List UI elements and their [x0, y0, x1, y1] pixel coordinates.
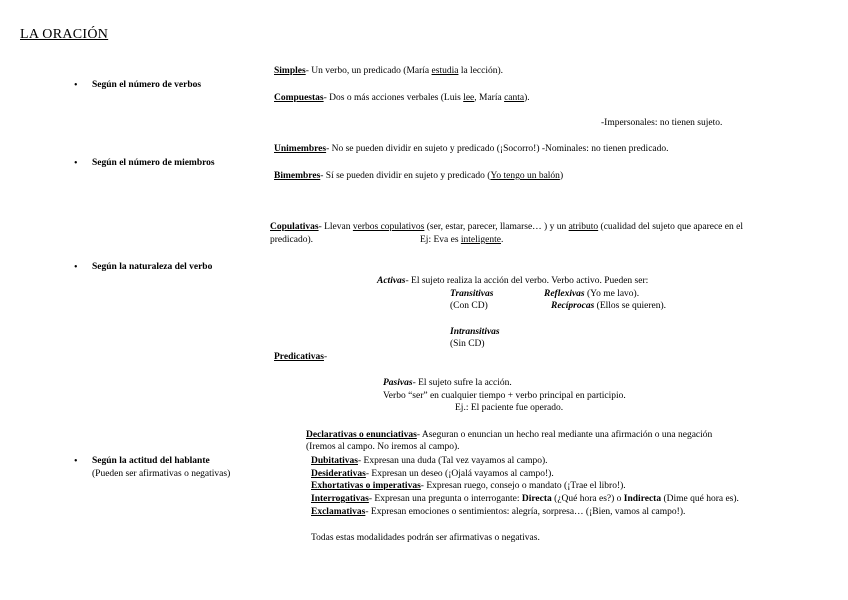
bullet: •: [74, 456, 78, 467]
copulativas-line: [270, 222, 743, 233]
unimembres-text: - No se pueden dividir en sujeto y predicado (¡Socorro!) -Nominales: no tienen predicado.: [326, 144, 669, 154]
criterion-miembros: Según el número de miembros: [92, 158, 215, 168]
page-title: LA ORACIÓN: [20, 27, 109, 42]
compuestas-verb-1: lee: [463, 93, 475, 103]
interrogativas-text-end: (Dime qué hora es).: [661, 494, 739, 504]
interrogativas-label: Interrogativas: [311, 494, 369, 504]
reciprocas-line: [551, 301, 666, 312]
exclamativas-line: [311, 507, 685, 518]
copulativas-text-end: (cualidad del sujeto que aparece en el: [598, 222, 743, 232]
exhortativas-text: - Expresan ruego, consejo o mandato (¡Trae el libro!).: [420, 481, 626, 491]
con-cd: (Con CD): [450, 301, 488, 311]
reciprocas-label: Recíprocas: [551, 301, 595, 311]
desiderativas-label: Desiderativas: [311, 469, 366, 479]
pasivas-line: [383, 378, 512, 389]
predicativas-dash: -: [323, 352, 328, 362]
interrogativas-text-mid: (¿Qué hora es?) o: [551, 494, 624, 504]
simples-label: Simples: [274, 66, 306, 76]
bullet: •: [74, 262, 78, 273]
modalidades-note: Todas estas modalidades podrán ser afirmativas o negativas.: [311, 533, 540, 543]
declarativas-text: - Aseguran o enuncian un hecho real mediante una afirmación o una negación: [416, 430, 713, 440]
transitivas-label: Transitivas: [450, 289, 494, 299]
activas-label: Activas: [377, 276, 406, 286]
pasivas-label: Pasivas: [383, 378, 413, 388]
predicativas-label: Predicativas: [274, 352, 324, 362]
copulativas-example-word: inteligente: [460, 235, 501, 245]
desiderativas-text: - Expresan un deseo (¡Ojalá vayamos al campo!).: [365, 469, 554, 479]
reflexivas-label: Reflexivas: [544, 289, 585, 299]
simples-verb: estudia: [431, 66, 459, 76]
exhortativas-label: Exhortativas o imperativas: [311, 481, 421, 491]
criterion-naturaleza: Según la naturaleza del verbo: [92, 262, 213, 272]
declarativas-line-2: (Iremos al campo. No iremos al campo).: [306, 442, 460, 452]
pasivas-line-2: Verbo “ser” en cualquier tiempo + verbo principal en participio.: [383, 391, 626, 401]
unimembres-label: Unimembres: [274, 144, 327, 154]
bullet: •: [74, 80, 78, 91]
simples-text-end: la lección).: [458, 66, 504, 76]
simples-text: - Un verbo, un predicado (María: [305, 66, 432, 76]
copulativas-text: - Llevan: [318, 222, 353, 232]
activas-text: - El sujeto realiza la acción del verbo. Verbo activo. Pueden ser:: [405, 276, 649, 286]
reflexivas-text: (Yo me lavo).: [584, 289, 640, 299]
dubitativas-line: [311, 456, 548, 467]
criterion-actitud: Según la actitud del hablante: [92, 456, 210, 466]
compuestas-text-end: ).: [524, 93, 530, 103]
copulativas-atributo: atributo: [568, 222, 599, 232]
intransitivas-label: Intransitivas: [450, 327, 500, 337]
declarativas-label: Declarativas o enunciativas: [306, 430, 417, 440]
sin-cd: (Sin CD): [450, 339, 485, 349]
bimembres-text: - Sí se pueden dividir en sujeto y predicado (: [320, 171, 491, 181]
interrogativas-line: [311, 494, 739, 505]
dubitativas-text: - Expresan una duda (Tal vez vayamos al campo).: [357, 456, 548, 466]
impersonales-note: -Impersonales: no tienen sujeto.: [601, 118, 723, 128]
bimembres-text-end: ): [559, 171, 564, 181]
unimembres-line: [274, 144, 669, 155]
exclamativas-text: - Expresan emociones o sentimientos: alegría, sorpresa… (¡Bien, vamos al campo!).: [365, 507, 686, 517]
copulativas-example: [420, 235, 503, 246]
exhortativas-line: [311, 481, 626, 492]
bimembres-label: Bimembres: [274, 171, 321, 181]
compuestas-verb-2: canta: [504, 93, 525, 103]
activas-line: [377, 276, 648, 287]
reflexivas-line: [544, 289, 639, 300]
copulativas-example-end: .: [501, 235, 504, 245]
interrogativas-text: - Expresan una pregunta o interrogante:: [368, 494, 522, 504]
criterion-actitud-note: (Pueden ser afirmativas o negativas): [92, 469, 231, 479]
bullet: •: [74, 158, 78, 169]
compuestas-line: [274, 93, 530, 104]
copulativas-verbos: verbos copulativos: [352, 222, 425, 232]
simples-line: [274, 66, 503, 77]
compuestas-text: - Dos o más acciones verbales (Luis: [323, 93, 464, 103]
criterion-verbos: Según el número de verbos: [92, 80, 202, 90]
bimembres-line: [274, 171, 563, 182]
declarativas-line: [306, 430, 712, 441]
predicativas-line: [274, 352, 327, 363]
exclamativas-label: Exclamativas: [311, 507, 366, 517]
pasivas-text: - El sujeto sufre la acción.: [412, 378, 512, 388]
compuestas-label: Compuestas: [274, 93, 324, 103]
desiderativas-line: [311, 469, 554, 480]
copulativas-line-2: predicado).: [270, 235, 313, 245]
interrogativas-indirecta: Indirecta: [623, 494, 662, 504]
compuestas-text-mid: , María: [474, 93, 505, 103]
pasivas-example: Ej.: El paciente fue operado.: [455, 403, 564, 413]
dubitativas-label: Dubitativas: [311, 456, 358, 466]
reciprocas-text: (Ellos se quieren).: [594, 301, 667, 311]
copulativas-example-text: Ej: Eva es: [420, 235, 461, 245]
interrogativas-directa: Directa: [521, 494, 552, 504]
copulativas-text-mid: (ser, estar, parecer, llamarse… ) y un: [424, 222, 569, 232]
copulativas-label: Copulativas: [270, 222, 319, 232]
bimembres-example: Yo tengo un balón: [490, 171, 560, 181]
